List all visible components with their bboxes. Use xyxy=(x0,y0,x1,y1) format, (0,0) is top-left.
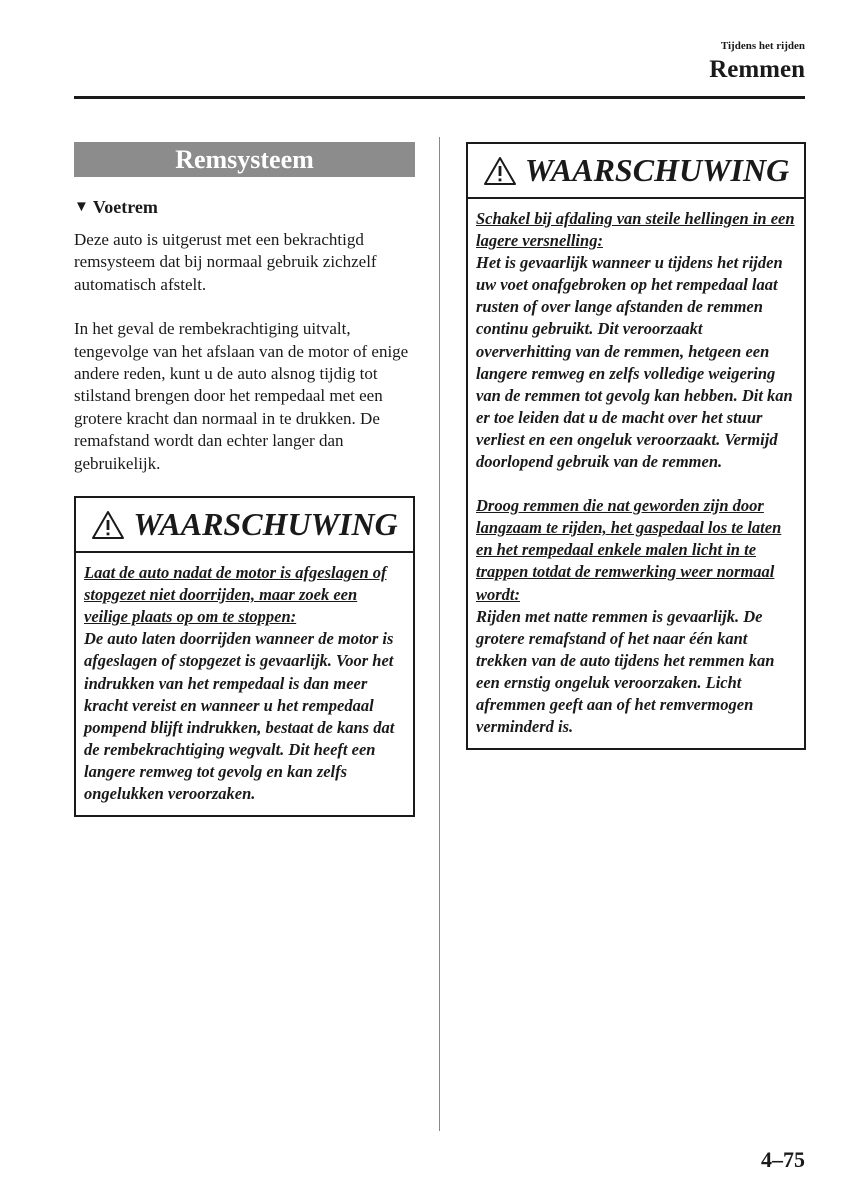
chapter-label: Tijdens het rijden xyxy=(720,40,805,52)
subheading-label: Voetrem xyxy=(92,197,158,217)
warning-heading: Schakel bij afdaling van steile hellingen in een lagere versnelling: xyxy=(476,209,795,251)
body-paragraph: Deze auto is uitgerust met een bekrachtigd remsysteem dat bij normaal gebruik zichzelf automatisch afstelt. xyxy=(74,230,377,294)
warning-label: WAARSCHUWING xyxy=(524,152,790,188)
warning-header xyxy=(468,144,804,199)
warning-text: De auto laten doorrijden wanneer de motor is afgeslagen of stopgezet is gevaarlijk. Voor het indrukken van het rempedaal is dan meer kracht vereist en wanneer u het rempedaal pompend blijft indrukken, bestaat de kans dat de rembekrachtiging wegvalt. Dit heeft een langere remweg tot gevolg en kan zelfs ongelukken veroorzaken. xyxy=(84,629,395,803)
warning-text: Rijden met natte remmen is gevaarlijk. De grotere remafstand of het naar één kant trekken van de auto tijdens het remmen kan een ernstig ongeluk veroorzaken. Licht afremmen geeft aan of het remvermogen verminderd is. xyxy=(476,606,775,737)
warning-heading: Laat de auto nadat de motor is afgeslagen of stopgezet niet doorrijden, maar zoek een veilige plaats op om te stoppen: xyxy=(84,563,387,627)
subheading xyxy=(74,197,415,218)
body-paragraph: In het geval de rembekrachtiging uitvalt, tengevolge van het afslaan van de motor of enige andere reden, kunt u de auto alsnog tijdig tot stilstand brengen door het rempedaal met een grotere kracht dan normaal in te drukken. De remafstand wordt dan echter langer dan gebruikelijk. xyxy=(74,319,409,473)
warning-text: Het is gevaarlijk wanneer u tijdens het rijden uw voet onafgebroken op het rempedaal laat rusten of over lange afstanden de remmen continu gebruikt. Dit veroorzaakt oververhitting van de remmen, hetgeen een langere remweg en zelfs volledige weigering van de remmen tot gevolg kan hebben. Dit kan er toe leiden dat u de macht over het stuur verliest en een ongeluk veroorzaakt. Vermijd doorlopend gebruik van de remmen. xyxy=(476,253,793,472)
left-column xyxy=(74,142,415,817)
warning-label: WAARSCHUWING xyxy=(133,506,398,543)
right-column xyxy=(466,142,806,750)
triangle-down-icon: ▼ xyxy=(74,199,89,215)
warning-heading: Droog remmen die nat geworden zijn door langzaam te rijden, het gaspedaal los te laten en het rempedaal enkele malen licht in te trappen totdat de remwerking weer normaal wordt: xyxy=(476,496,782,604)
warning-triangle-icon xyxy=(91,510,125,540)
warning-body xyxy=(76,553,413,815)
column-divider xyxy=(439,137,440,1131)
page-number: 4–75 xyxy=(761,1147,805,1172)
warning-box xyxy=(466,142,806,750)
warning-header xyxy=(76,498,413,553)
section-heading: Remmen xyxy=(709,56,805,83)
warning-triangle-icon xyxy=(483,156,517,186)
warning-body xyxy=(468,199,804,748)
header-rule xyxy=(74,96,805,99)
warning-box xyxy=(74,496,415,817)
section-title: Remsysteem xyxy=(74,142,415,177)
